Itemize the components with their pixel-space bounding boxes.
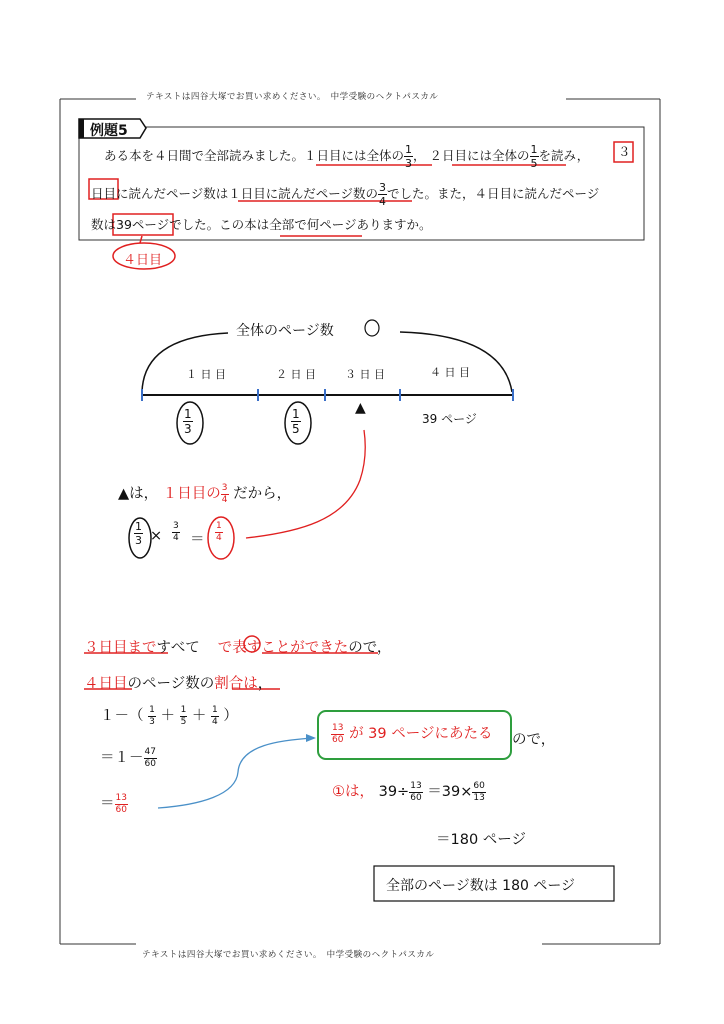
problem-line-3: [91, 219, 431, 232]
fraction-3-4: $\frac{3}{4}$: [379, 181, 387, 208]
day4-pages: 39 ページ: [422, 412, 477, 426]
problem-text: ２日目には全体の: [429, 148, 530, 163]
step2-line2: [84, 672, 272, 693]
step-text-red: 割合は: [214, 676, 258, 692]
equals-sign: ＝: [190, 532, 205, 548]
step3-result: ＝180 ページ: [436, 832, 526, 848]
step-text: は，: [129, 486, 159, 502]
step2-line1: [84, 636, 391, 657]
fraction: $\frac{13}{60}$: [332, 722, 344, 745]
step-text: ，: [257, 676, 273, 692]
calc-line2: [100, 746, 157, 769]
calc-text: ＝: [100, 796, 115, 812]
calc-text: ）: [223, 708, 238, 724]
step3-calc: [332, 780, 486, 803]
fraction-1-5: $\frac{1}{5}$: [530, 143, 538, 170]
calc-text: １－（: [100, 708, 144, 724]
step-text-red: １日目の: [162, 486, 221, 502]
step-text: すべて: [156, 640, 200, 656]
step-text-red: が 39 ページにあたる: [349, 726, 493, 742]
day1-fraction: $\frac{1}{3}$: [184, 407, 192, 436]
calc-text: ＝１－: [100, 750, 144, 766]
problem-line-2: [91, 182, 599, 207]
day3-label: ３ 日 目: [345, 368, 385, 381]
header-note: テキストは四谷大塚でお買い求めください。 中学受験のヘクトパスカル: [146, 92, 439, 102]
problem-text: ある本を４日間で全部読みました。: [104, 148, 305, 163]
step-text-red: で表すことができた: [217, 640, 349, 656]
calc-line1: [100, 704, 238, 727]
circle-one: ①: [332, 784, 345, 800]
calc-text: 39÷: [378, 784, 410, 800]
step-text: のページ数の: [127, 676, 215, 692]
problem-text: 39ページ: [116, 217, 170, 232]
fraction: $\frac{1}{4}$: [212, 704, 218, 727]
problem-text: 全部で何ページ: [269, 217, 357, 232]
problem-text: ありますか。: [356, 217, 432, 232]
step3-box-tail: ので，: [512, 732, 556, 748]
note-day4: ４日目: [123, 253, 163, 268]
problem-text: １日目に読んだページ数の: [228, 186, 379, 201]
day2-label: ２ 日 目: [276, 368, 316, 381]
step1-calc-a: $\frac{1}{3}$: [135, 520, 142, 547]
step1-result: $\frac{1}{4}$: [216, 521, 222, 543]
diagram-title: 全体のページ数: [236, 323, 334, 339]
problem-text: を読み，: [538, 148, 590, 163]
problem-text: 数は: [91, 217, 117, 232]
problem-text: ３: [618, 144, 631, 159]
problem-text: に読んだページ数は: [116, 186, 229, 201]
problem-text: １日目には全体の: [304, 148, 405, 163]
step-text: ので，: [348, 640, 392, 656]
total-mark: ①: [366, 320, 377, 334]
fraction: $\frac{3}{4}$: [221, 482, 228, 505]
day1-label: １ 日 目: [186, 368, 226, 381]
fraction-1-3: $\frac{1}{3}$: [405, 143, 413, 170]
fraction: $\frac{47}{60}$: [144, 746, 156, 769]
triangle-icon: ▲: [118, 486, 130, 502]
fraction: $\frac{13}{60}$: [115, 792, 127, 815]
fraction: $\frac{13}{60}$: [410, 780, 422, 803]
problem-text: でした。また，４日目に読んだページ: [387, 186, 600, 201]
fraction: $\frac{1}{3}$: [149, 704, 155, 727]
step1-line: [118, 482, 291, 505]
plus-sign: ＋: [160, 708, 175, 724]
day2-fraction: $\frac{1}{5}$: [292, 407, 300, 436]
step-text-red: ３日目まで: [84, 640, 157, 656]
plus-sign: ＋: [191, 708, 207, 724]
step-text-red: は，: [345, 784, 374, 800]
problem-text: 日目: [91, 186, 117, 201]
answer-text: 全部のページ数は 180 ページ: [386, 878, 576, 894]
step-text: だから，: [233, 486, 292, 502]
fraction: $\frac{1}{5}$: [180, 704, 187, 727]
triangle-icon: ▲: [355, 400, 366, 416]
day4-label: ４ 日 目: [430, 366, 470, 379]
calc-text: ＝39×: [427, 784, 473, 800]
times-sign: ×: [150, 528, 163, 544]
footer-note: テキストは四谷大塚でお買い求めください。 中学受験のヘクトパスカル: [142, 950, 435, 960]
calc-line3: [100, 792, 128, 815]
problem-text: でした。この本は: [169, 217, 270, 232]
step1-calc-b: $\frac{3}{4}$: [173, 521, 179, 543]
step-text-red: ４日目: [84, 676, 128, 692]
problem-label: 例題5: [90, 123, 128, 139]
step3-box-line: [331, 722, 492, 745]
fraction: $\frac{60}{13}$: [473, 780, 485, 803]
problem-line-1: [104, 144, 589, 169]
problem-text: ，: [413, 148, 426, 163]
